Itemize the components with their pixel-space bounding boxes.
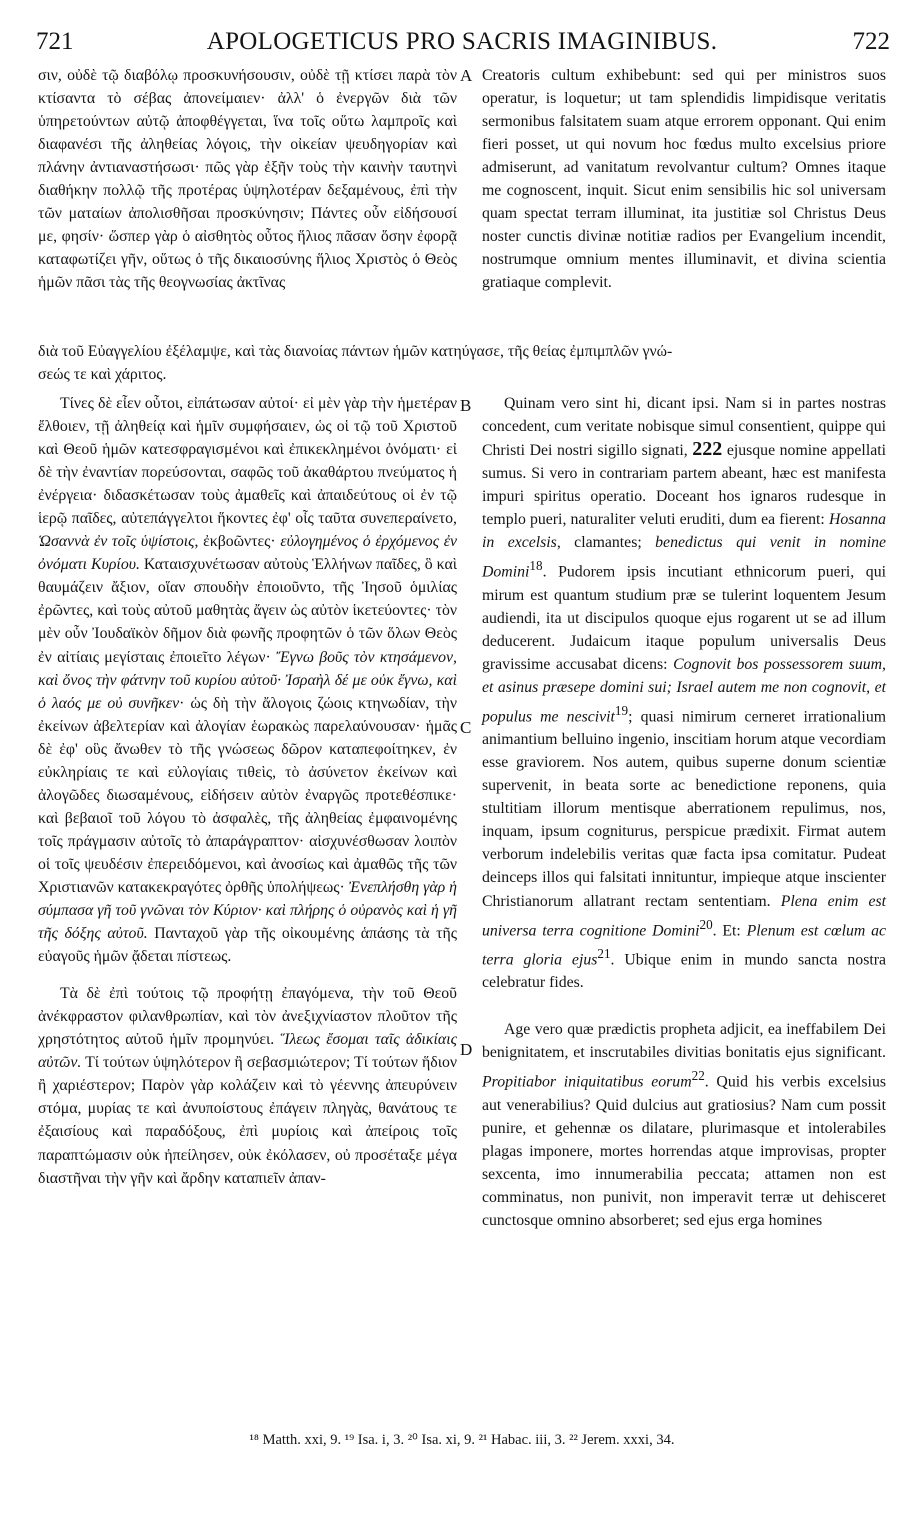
footnote-ref-19: 19 — [614, 702, 629, 718]
greek-p2-text-d: · ὡς δὴ τὴν ἄλογοις ζώοις κτηνωδίαν, τὴν ἐκείνων ἀβελτερίαν καὶ ἀλογίαν ἑωρακὼς παρελαύνουσαν· ἡμᾶς δὲ ἐφ' οὓς ἄνωθεν τὸ τῆς γνώσεως δῶρον καταπεφοίτηκεν, ἐν εὐκληρίαις τε καὶ εὐλογίαις τιθεὶς, τὸ ἀσύνετον ἐκείνων καὶ ἀλογῶδες διωσαμένους, εἰδήσειν αὐτὸν ἐναργῶς προτεθέσπικε· καὶ βεβαιοῖ τοῦ λόγου τὸ ἀσφαλὲς, τῆς ἀληθείας ἐμφαινομένης τοῖς πράγμασιν αὐτοῖς τὸ ἀπαράγραπτον· αἰσχυνέσθωσαν λοιπὸν οἱ τοῖς ψευδέσιν ἐπερειδόμενοι, καὶ ἀνοσίως καὶ ἀμαθῶς τῆς τῶν Χριστιανῶν κατακεκραγότες ὀρθῆς ὑπολήψεως· — [38, 694, 457, 896]
latin-quote-isaiah: Cognovit bos possessorem suum, et asinus præsepe domini sui; Israel autem me non cognovit, et populus me nescivit — [482, 655, 887, 726]
section-marker-c: C — [460, 718, 472, 737]
greek-fullwidth-lines — [38, 340, 886, 386]
latin-p3-text-b: . Quid his verbis excelsius aut venerabilius? Quid dulcius aut gratiosius? Nam cum possit punire, et gehennæ os dilatare, plurimasque et intolerabiles plagas imponere, mortes horrendas atque improvisas, propter sexcenta, imo innumerabilia peccata; attamen non est comminatus, non punivit, non imperavit terræ ut dehisceret cunctosque omnino absorberet; sed ejus erga homines — [482, 1073, 886, 1229]
latin-p2-text-a: Quinam vero sint hi, dicant ipsi. Nam si in partes nostras concedent, cum veritate nobisque simul consentient, quippe qui Christi Dei nostri sigillo signati, — [482, 395, 886, 460]
greek-paragraph-1: σιν, οὐδὲ τῷ διαβόλῳ προσκυνήσουσιν, οὐδὲ τῇ κτίσει παρὰ τὸν κτίσαντα τὸ σέβας ἀπονείμαιεν· ἀλλ' ὁ ἐνεργῶν διὰ τῶν ὑπηρετούντων αὐτῷ ἀποφθέγγεται, ἵνα τοῖς οὕτω λαμπροῖς καὶ διαφανέσι τῆς ἀληθείας λόγοις, τὴν οἰκείαν ψευδηγορίαν καὶ πλάνην ἀντιαναστήσωσι· πῶς γὰρ ἐξῆν τοὺς τὴν καινὴν ταυτηνὶ διαθήκην πολλῷ τῆς προτέρας ὑψηλοτέραν δεξαμένους, ἐπὶ τὴν τῶν ματαίων ἀπολισθῆσαι προσκύνησιν; Πάντες οὖν εἰδήσουσί με, φησίν· ὥσπερ γὰρ ὁ αἰσθητὸς οὗτος ἥλιος πᾶσαν ὅσην ἐφορᾷ καταφωτίζει γῆν, οὕτως ὁ τῆς δικαιοσύνης ἥλιος Χριστὸς ὁ Θεὸς ἡμῶν πᾶσι τὰς τῆς θεογνωσίας ἀκτῖνας — [38, 67, 457, 292]
section-marker-b: B — [460, 396, 472, 415]
greek-p2-text-c: Καταισχυνέτωσαν αὐτοὺς Ἑλλήνων παῖδες, ὃ καὶ θαυμάζειν ἄξιον, οἵαν σπουδὴν ἐποιοῦντο, τῆς Ἰησοῦ ὁμιλίας ἐρῶντες, καὶ τοὺς αὐτοῦ μαθητὰς ἄγειν ὡς αὐτὸν ἱκετεύοντες· τὸν μὲν οὖν Ἰουδαϊκὸν δῆμον διὰ φωνῆς προφητῶν ὁ τῶν ὅλων Θεὸς ἐν αἰτίαις μεγίσταις ἐποιεῖτο λέγων· — [38, 556, 457, 666]
footnote-ref-21: 21 — [597, 945, 611, 961]
greek-quote-isaiah: Ἔγνω βοῦς τὸν κτησάμενον, καὶ ὄνος τὴν φάτνην τοῦ κυρίου αὐτοῦ· Ἰσραὴλ δέ με οὐκ ἔγνω, καὶ ὁ λαός με οὐ συνῆκεν — [38, 648, 458, 712]
greek-p2-text-b: , ἐκβοῶντες· — [194, 533, 276, 551]
page-number-left: 721 — [36, 28, 74, 55]
footnote-ref-20: 20 — [699, 916, 713, 932]
greek-quote-hosanna: Ὡσαννὰ ἐν τοῖς ὑψίστοις — [38, 533, 195, 551]
greek-fullwidth-line-2: σεώς τε καὶ χάριτος. — [38, 366, 167, 383]
latin-p2-text-e: ; quasi nimirum cerneret irrationalium animantium belluino ingenio, inscitiam horum atque vecordiam esse graviorem. Nos autem, quibus superne donum scientiæ supervenit, in beata sorte ac benedictione reponens, quia stultitiam illorum mentisque aberrationem repulimus, nos, inquam, ipsum cogniturus, perspicue prædixit. Firmat autem verborum indelebilis veritas quæ facta ipsa comitatur. Pudeat deinceps illos qui falsitati innituntur, impieque atque inscienter Christianorum allatrant rectam sententiam. — [482, 708, 886, 910]
latin-column-lower — [482, 392, 886, 1232]
greek-p2-text-e: Πανταχοῦ γὰρ τῆς οἰκουμένης ἁπάσης τὰ τῆς εὐαγοῦς ἡμῶν ᾄδεται πίστεως. — [38, 925, 457, 966]
latin-p2-text-c: , clamantes; — [556, 534, 642, 552]
latin-p2-text-g: . Ubique enim in mundo sancta nostra celebratur fides. — [482, 951, 886, 992]
latin-p3-text-a: Age vero quæ prædictis propheta adjicit, ea ineffabilem Dei benignitatem, et inscrutabiles divitias bonitatis ejus significant. — [482, 1021, 886, 1062]
greek-column-lower — [38, 392, 457, 1190]
greek-quote-plena: Ἐνεπλήσθη γὰρ ἡ σύμπασα γῆ τοῦ γνῶναι τὸν Κύριον· καὶ πλήρης ὁ οὐρανὸς καὶ ἡ γῆ τῆς δόξης αὐτοῦ. — [38, 878, 457, 943]
page-number-right: 722 — [852, 28, 890, 55]
greek-quote-propitiabor: Ἵλεως ἔσομαι ταῖς ἀδικίαις αὐτῶν. — [38, 1031, 457, 1072]
running-title: APOLOGETICUS PRO SACRIS IMAGINIBUS. — [206, 28, 718, 55]
latin-paragraph-3 — [482, 1018, 886, 1232]
latin-p2-text-d: . Pudorem ipsis incutiant ethnicorum pueri, qui mirum est quantum studium præ se tulerint loquentem Jesum audiendi, ita ut discipulos quoque ejus rogarent ut se ad illum deducerent. Judaicum itaque populum universalis Deus gravissime accusabat dicens: — [482, 563, 886, 673]
latin-quote-plenum: Plenum est cœlum ac terra gloria ejus — [482, 921, 887, 969]
greek-paragraph-2 — [38, 392, 457, 968]
latin-column-top — [482, 64, 886, 294]
greek-p3-text-b: Τί τούτων ὑψηλότερον ἢ σεβασμιώτερον; Τί τούτων ἥδιον ἢ χαριέστερον; Παρὸν γὰρ κολάζειν καὶ τὸ γέεννης ἀπευρύνειν στόμα, μυρίας τε καὶ ἀνυποίστους ἐπάγειν πληγὰς, θανάτους τε ἐξαισίους καὶ παραδόξους, ἐπὶ μυρίοις καὶ ἀπείροις τοῖς παραπτώμασιν οὐκ ἠπείλησεν, οὐκ ἐκόλασεν, οὐ προσέταξε μέγα διαστῆναι τὴν γῆν καὶ ἄρδην καταπιεῖν ἀπαν- — [38, 1054, 457, 1187]
footnote-ref-22: 22 — [691, 1068, 705, 1084]
greek-fullwidth-line-1: διὰ τοῦ Εὐαγγελίου ἐξέλαμψε, καὶ τὰς διανοίας πάντων ἡμῶν κατηύγασε, τῆς θείας ἐμπιμπλῶν γνώ- — [38, 343, 673, 360]
latin-p2-text-b: ejusque nomine appellati sumus. Si vero in contrariam partem abeant, hæc est manifesta impuri spiritus operatio. Doceant hos ignaros rudesque in templo pueri, naturaliter veluti eruditi, dum ea fierent: — [482, 442, 886, 529]
footnote-ref-18: 18 — [529, 558, 543, 574]
greek-p3-text-a: Τὰ δὲ ἐπὶ τούτοις τῷ προφήτῃ ἐπαγόμενα, τὴν τοῦ Θεοῦ ἀνέκφραστον φιλανθρωπίαν, καὶ τὸν ἀνεξιχνίαστον πλοῦτον τῆς χρηστότητος αὐτοῦ ἡμῖν προμηνύει. — [38, 985, 457, 1049]
latin-quote-benedictus: benedictus qui venit in nomine Domini — [482, 534, 887, 581]
page-header — [30, 28, 894, 60]
greek-column-top — [38, 64, 457, 294]
latin-paragraph-2 — [482, 392, 886, 994]
latin-quote-plena: Plena enim est universa terra cognitione Domini — [482, 892, 887, 939]
greek-quote-benedictus: εὐλογημένος ὁ ἐρχόμενος ἐν ὀνόματι Κυρίου. — [38, 533, 458, 574]
footnotes: ¹⁸ Matth. xxi, 9. ¹⁹ Isa. i, 3. ²⁰ Isa. xi, 9. ²¹ Habac. iii, 3. ²² Jerem. xxxi, 34. — [249, 1432, 675, 1448]
latin-paragraph-1: Creatoris cultum exhibebunt: sed qui per ministros suos operatur, is loquetur; ut tam splendidis limpidisque veritatis sermonibus falsitatem suam atque errorem opponant. Qui enim fieri posset, ut qui novum hoc fœdus multo excelsius priore admiserunt, ad vanitatum revolvantur cultum? Omnes itaque me cognoscent, inquit. Sicut enim sensibilis hic sol universam quam spectat terram illuminat, ita justitiæ sol Christus Deus noster cunctis divinæ notitiæ radios per Evangelium incendit, nostrumque omnium mentes illuminavit, et divina scientia gratiaque complevit. — [482, 67, 886, 292]
latin-quote-hosanna: Hosanna in excelsis — [482, 511, 886, 552]
greek-paragraph-3 — [38, 982, 457, 1189]
column-number-222: 222 — [692, 438, 723, 461]
latin-p2-text-f: . Et: — [712, 921, 741, 939]
section-marker-a: A — [460, 66, 473, 85]
latin-quote-propitiabor: Propitiabor iniquitatibus eorum — [482, 1073, 692, 1091]
section-marker-d: D — [460, 1040, 473, 1059]
greek-p2-text-a: Τίνες δὲ εἶεν οὗτοι, εἰπάτωσαν αὐτοί· εἰ μὲν γὰρ τὴν ἡμετέραν ἔλθοιεν, τῇ ἀληθείᾳ καὶ ἡμῖν συμφήσαιεν, ὡς οἱ τῷ τοῦ Χριστοῦ καὶ Θεοῦ ἡμῶν κατεσφραγισμένοι καὶ ἐπικεκλημένοι ὀνόματι· εἰ δὲ τὴν ἐναντίαν πορεύσονται, σαφῶς τοῦ ἀκαθάρτου πνεύματος ἡ ἐνέργεια· διδασκέτωσαν τοὺς ἀμαθεῖς καὶ ἀπαιδεύτους οἱ ἐν τῷ ἱερῷ παῖδες, αὐτεπάγγελτοι ἥκοντες ἐφ' οἷς ταῦτα συνεπεραίνετο, — [38, 395, 457, 528]
